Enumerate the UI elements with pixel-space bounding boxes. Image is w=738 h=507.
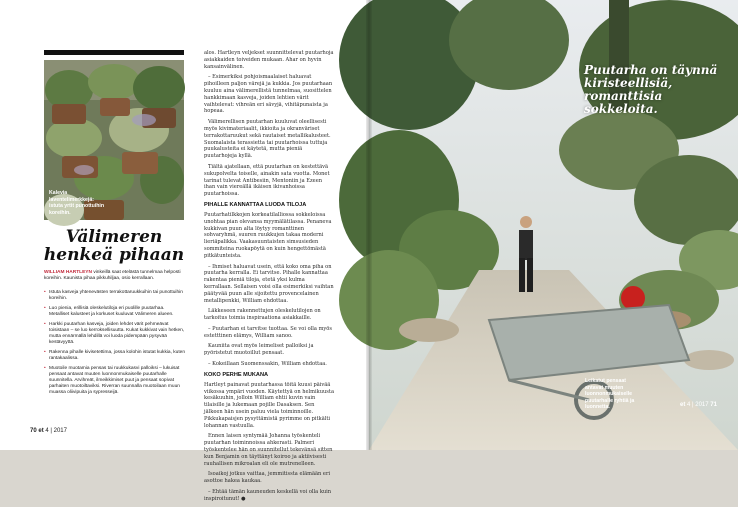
issue-number: 4 | 2017 [687,402,709,408]
right-folio [680,402,717,408]
spread-gutter [366,0,372,450]
section-heading: PIHALLE KANNATTAA LUODA TILOJA [204,201,307,208]
article-headline: Välimeren henkeä pihaan [43,227,185,265]
body-paragraph: Hartleyt painavat puutarhassa töitä kuusi päivää viikossa ympäri vuoden. Käytettyä on helmikuusta kesäkuuhin, jolloin William ehtii kuvin vain tilaisille ja lukemaan pojille Dasaksen. Sen jälkeen hän usein paluu viela toiminnoille. Pikkukapaisjen pysyttämistä pyrimme on pitkälti lohannan vastuulla. [204,381,334,429]
body-paragraph: alos. Hartleyn veljekset suunnittelevat puutarhoja asiakkaiden toiveiden mukaan. Ahar on hyvin kansainvälinen. [204,50,334,70]
page-number: 70 [30,428,37,434]
body-paragraph: Tiältä ajatellaan, että puutarhan on kestettävä sukupolvelta toiselle, ainakin sata vuotta. Monet tarinat tulevat Antibesiin, Mentoniin ja Ezeen ihan vain viereällä ikäisen ikivanhoissa puutarhoissa. [204,163,330,198]
tip-item: • Harkki puutarhan kasveja, joiden lehdet värit pehmeävat toisistaan – se luo kerroksellisuutta. Kukat kukkivat vain hetken, mutta ennärmällä lehdillä voi luoda pidempään pysyvää kestävyyttä. [44,322,186,346]
pull-quote: Puutarha on täynnä kiristeellisiä, romanttisia sokkeloita. [584,63,718,116]
body-paragraph [204,489,334,503]
body-paragraph: – Ihmiset haluavat usein, että koko oma piha on puutarha kerralla. Ei tarvitse. Pihalle kannattaa rakentaa pieniä tiloja, etetä yksi kulma kerrallaan. Sellaisen voisi olla esimerkiksi vaihtan päätyvää puun alle sijoitettu provencelainen metallipenkki, William ehdottaa. [204,263,334,304]
body-paragraph: Ennen laisen syntymää Johanna työskenteli puutarhan toiminnoissa ahkerasti. Palmeri työskentelee hän on suunnitellut tekevänsä sitten kun Benjamin on täyttänyt koiroo ja aktiivisesti rauhallisen mikroalan eli ole mutrenelleen. [204,433,333,467]
accent-rule [44,50,184,55]
tip-item: • Rakenna pihalle kivisetettima, jossa kolohin istutat kukkia, kuten rantakaalissa. [44,350,186,362]
tip-item: • Muotoile muotamia pensas tai ruukkukasvi palloiksi – lukuisat pensaat antavat muuten luonnonmukaiselle puutarhalle suunnitella. Arvihreät, ilmeikkimiset puut ja pensaat sopivat parhaiten muotoiltaviksi. Riverran suunnalla muotoilaan muun muassa oliivipuita ja sypresseijä. [44,366,186,396]
end-mark: ● [241,495,246,502]
tip-item: • Luo pienia, erillisiä oleskelutiloja eri puolille puutarhaa. Metalliset kalusteet ja korkuset kuuluvat Välimeren alueen. [44,306,186,318]
tips-list [44,290,186,400]
right-photo-caption: Leikatut pensaat antavat muuten luonnonmukaiselle puutarhalle ryhtiä ja luonnetta. [585,378,635,410]
left-photo-caption: Kalevia laventelimerkkejä: istuta yrtit punottuihin koreihin. [49,190,105,216]
section-heading: KOKO PERHE MUKANA [204,371,269,378]
issue-number: 4 | 2017 [45,428,67,434]
magazine-brand: et [680,402,686,408]
lead-text: vinkeillä saat etelästä tunnelmaa helposti koreihin. Kaunista pihaa pikkuhiljaa, osio kerrallaan. [44,270,181,281]
body-paragraph: Välimerellisen puutarhan kuuluvat oleellisesti myös kivimateriaalit, ikkioita ja okranväriset terrakottaruukut sekä rautaiset metallikalusteet. Suomalaista terassietta tai puutarhoissa tuttuja puukalusteita ei käytetä, mutta pieniä puutarhojeja kyllä. [204,119,331,160]
tip-item: • Istuta kasveja yhtenevästen terrakottaruukkuihin tai punottuihin koreihin. [44,290,186,302]
body-paragraph: Puutarhatilkkojen korkeatilalliossa sokkeloissa unohtaa pian olevansa myymälätilassa. Penaneva kukkivan puun alta löytyy romanttinen sohvaryhmä, suuren ruukkujen takaa moderni lieriäpalikka. Vaakasuuntaisten simsusieden sommiteina ruokapöytä on kuin hengettömästä pitkätunteista. [204,211,332,259]
body-paragraph: Läkkeseen rakennettujen oleskelutilojen on tarkoitus toimia inspiraationa asiakkaille. [204,308,321,322]
magazine-brand: et [38,428,44,434]
body-paragraph: – Kokeillaan Suomenssakin, William ehdottaa. [208,361,327,368]
body-paragraph: – Esimerkiksi pohjoismaalaiset haluavat pihoilleen paljon värejä ja kukkia. Jos puutarhaan kuuluu aina välimerellistä tunnelmaa, suosittelen hankkimaan kasveja, joiden lehtien värit vaihtelevat: vihreän eri sävyjä, vihitäpunaista ja hopeaa. [204,74,333,115]
closing-text: – Ehtää tämän kauneuden keskellä voi olla kuin inspiroitunut! [204,489,332,502]
left-page [0,0,369,502]
body-paragraph: Kauniita ovat myös leimeliset palloiksi ja pyöristetut muotoillut pensaat. [204,343,314,357]
body-paragraph: – Puutarhan ei tarvitse tuottaa. Se voi olla myös estetttinen elämys, William sanoo. [204,325,332,339]
body-column [204,50,334,507]
left-folio [30,428,67,434]
body-paragraph: Isoaikoj jotkus vaittaa, jemmitissta elämään eri asottoe hakea kaukaa. [204,471,331,485]
page-number: 71 [710,402,717,408]
lead-byline: WILLIAM HARTLEYN [44,270,92,275]
lead-paragraph [44,270,186,282]
